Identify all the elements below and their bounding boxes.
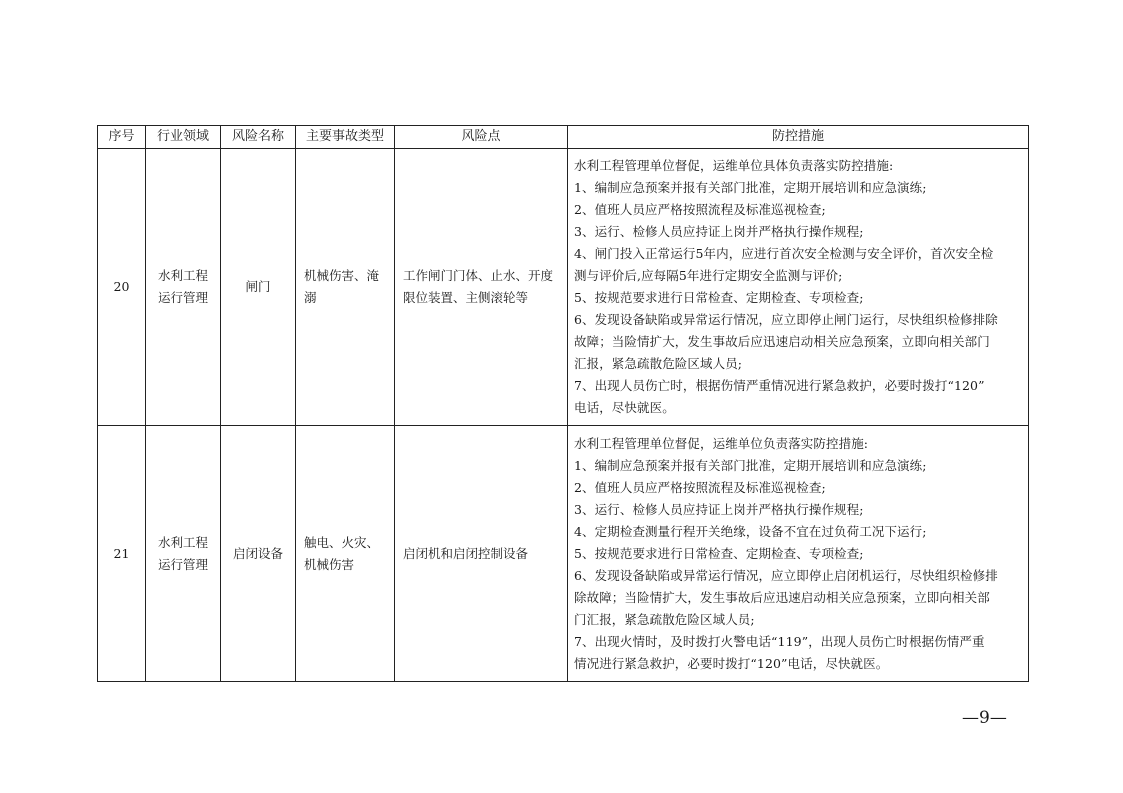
measure-line: 6、发现设备缺陷或异常运行情况，应立即停止闸门运行，尽快组织检修排除 xyxy=(574,312,998,327)
accident-type-line: 溺 xyxy=(304,290,317,305)
header-industry: 行业领域 xyxy=(146,126,221,149)
header-measures: 防控措施 xyxy=(568,126,1029,149)
measure-line: 水利工程管理单位督促，运维单位负责落实防控措施: xyxy=(574,435,869,451)
cell-risk-name: 闸门 xyxy=(221,149,296,426)
measure-line: 电话，尽快就医。 xyxy=(574,400,675,415)
header-risk-point: 风险点 xyxy=(395,126,568,149)
measure-line: 1、编制应急预案并报有关部门批准，定期开展培训和应急演练; xyxy=(574,180,927,195)
measure-line: 7、出现人员伤亡时，根据伤情严重情况进行紧急救护，必要时拨打“120” xyxy=(574,378,985,393)
accident-type-line: 机械伤害 xyxy=(304,556,355,572)
cell-risk-point xyxy=(395,149,568,426)
industry-line: 水利工程 xyxy=(157,268,208,283)
measure-line: 汇报，紧急疏散危险区域人员; xyxy=(574,356,743,371)
measure-line: 4、定期检查测量行程开关绝缘，设备不宜在过负荷工况下运行; xyxy=(574,523,927,539)
measure-line: 3、运行、检修人员应持证上岗并严格执行操作规程; xyxy=(574,501,864,517)
accident-type-line: 机械伤害、淹 xyxy=(304,268,380,283)
measure-line: 水利工程管理单位督促，运维单位具体负责落实防控措施: xyxy=(574,158,894,173)
measure-line: 2、值班人员应严格按照流程及标准巡视检查; xyxy=(574,479,826,495)
cell-accident-type xyxy=(296,426,395,682)
industry-line: 运行管理 xyxy=(157,290,208,305)
cell-no: 21 xyxy=(98,426,146,682)
risk-point-line: 启闭机和启闭控制设备 xyxy=(403,545,529,561)
cell-measures xyxy=(568,426,1029,682)
cell-industry xyxy=(146,426,221,682)
measure-line: 除故障；当险情扩大，发生事故后应迅速启动相关应急预案，立即向相关部 xyxy=(574,589,990,605)
risk-point-line: 限位装置、主侧滚轮等 xyxy=(403,290,529,305)
table-row xyxy=(98,426,1029,682)
measure-line: 4、闸门投入正常运行5年内，应进行首次安全检测与安全评价，首次安全检 xyxy=(574,246,994,261)
measure-line: 5、按规范要求进行日常检查、定期检查、专项检查; xyxy=(574,545,864,561)
cell-risk-point xyxy=(395,426,568,682)
page-number: —9— xyxy=(962,708,1007,728)
industry-line: 水利工程 xyxy=(157,534,208,550)
cell-industry xyxy=(146,149,221,426)
measure-line: 7、出现火情时，及时拨打火警电话“119”，出现人员伤亡时根据伤情严重 xyxy=(574,633,985,649)
table-row xyxy=(98,149,1029,426)
measure-line: 5、按规范要求进行日常检查、定期检查、专项检查; xyxy=(574,290,864,305)
accident-type-line: 触电、火灾、 xyxy=(304,534,380,550)
measure-line: 1、编制应急预案并报有关部门批准，定期开展培训和应急演练; xyxy=(574,457,927,473)
measure-line: 6、发现设备缺陷或异常运行情况，应立即停止启闭机运行，尽快组织检修排 xyxy=(574,567,998,583)
cell-accident-type xyxy=(296,149,395,426)
risk-point-line: 工作闸门门体、止水、开度 xyxy=(403,268,554,283)
industry-line: 运行管理 xyxy=(157,556,208,572)
measure-line: 3、运行、检修人员应持证上岗并严格执行操作规程; xyxy=(574,224,864,239)
measure-line: 门汇报，紧急疏散危险区域人员; xyxy=(574,611,755,627)
table-header-row xyxy=(98,126,1029,149)
risk-control-table xyxy=(97,125,1029,682)
measure-line: 情况进行紧急救护，必要时拨打“120”电话，尽快就医。 xyxy=(574,655,889,671)
cell-no: 20 xyxy=(98,149,146,426)
header-risk-name: 风险名称 xyxy=(221,126,296,149)
header-no: 序号 xyxy=(98,126,146,149)
measure-line: 故障；当险情扩大，发生事故后应迅速启动相关应急预案，立即向相关部门 xyxy=(574,334,990,349)
measure-line: 2、值班人员应严格按照流程及标准巡视检查; xyxy=(574,202,826,217)
cell-risk-name: 启闭设备 xyxy=(221,426,296,682)
cell-measures xyxy=(568,149,1029,426)
header-accident-type: 主要事故类型 xyxy=(296,126,395,149)
measure-line: 测与评价后,应每隔5年进行定期安全监测与评价; xyxy=(574,268,843,283)
